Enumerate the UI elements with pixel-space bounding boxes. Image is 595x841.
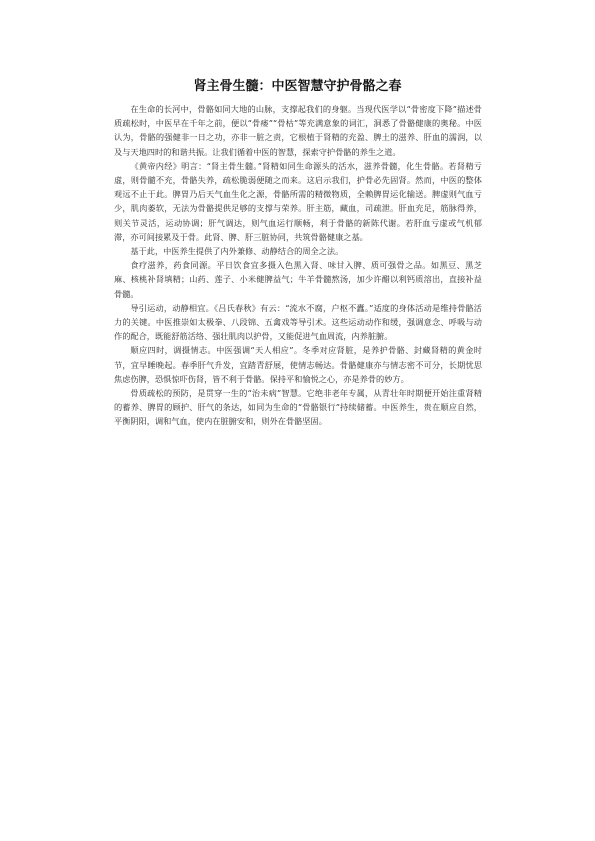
paragraph-exercise: 导引运动，动静相宜。《吕氏春秋》有云：“流水不腐，户枢不蠹。”适度的身体活动是维持骨骼活力的关键。中医推崇如太极拳、八段锦、五禽戏等导引术。这些运动动作和缓，强调意念、呼吸与动作的配合，既能舒筋活络、强壮肌肉以护骨，又能促进气血周流，内养脏腑。 xyxy=(114,302,482,342)
paragraph-diet: 食疗滋养，药食同源。平日饮食宜多摄入色黑入肾、味甘入脾、质可强骨之品。如黑豆、黑芝麻、核桃补肾填精；山药、莲子、小米健脾益气；牛羊骨髓熬汤，加少许醋以利钙质溶出，直接补益骨髓。 xyxy=(114,260,482,299)
document-body xyxy=(114,102,482,429)
document-title: 肾主骨生髓：中医智慧守护骨骼之春 xyxy=(193,79,402,94)
paragraph-seasons-emotions: 顺应四时，调摄情志。中医强调“天人相应”。冬季对应肾脏，是养护骨骼、封藏肾精的黄金时节，宜早睡晚起。春季肝气升发，宜踏青舒展，使情志畅达。骨骼健康亦与情志密不可分，长期忧思焦虑伤脾，恐惧惊吓伤肾，皆不利于骨骼。保持平和愉悦之心，亦是养骨的妙方。 xyxy=(114,345,482,384)
paragraph-methods-intro: 基于此，中医养生提供了内外兼修、动静结合的周全之法。 xyxy=(130,246,344,257)
paragraph-conclusion: 骨质疏松的预防，是贯穿一生的“治未病”智慧。它绝非老年专属，从青壮年时期便开始注重肾精的蓄养、脾胃的顾护、肝气的条达，如同为生命的“骨骼银行”持续储蓄。中医养生，贵在顺应自然，平衡阴阳，调和气血，使内在脏腑安和，则外在骨骼坚固。 xyxy=(114,388,482,427)
paragraph-intro: 在生命的长河中，骨骼如同大地的山脉，支撑起我们的身躯。当现代医学以“骨密度下降”描述骨质疏松时，中医早在千年之前，便以“骨痿”“骨枯”等充满意象的词汇，洞悉了骨骼健康的奥秘。中医认为，骨骼的强健非一日之功，亦非一脏之责，它根植于肾精的充盈、脾土的滋养、肝血的濡润，以及与天地四时的和谐共振。让我们循着中医的智慧，探索守护骨骼的养生之道。 xyxy=(114,104,482,157)
paragraph-kidney-theory: 《黄帝内经》明言：“肾主骨生髓。”肾精如同生命源头的活水，滋养骨髓，化生骨骼。若肾精亏虚，则骨髓不充，骨骼失养，疏松脆弱便随之而来。这启示我们，护骨必先固肾。然而，中医的整体观远不止于此。脾胃乃后天气血生化之源，骨骼所需的精微物质，全赖脾胃运化输送。脾虚则气血亏少，肌肉萎软，无法为骨骼提供足够的支撑与荣养。肝主筋，藏血，司疏泄。肝血充足，筋脉得养，则关节灵活，运动协调；肝气调达，则气血运行顺畅，利于骨骼的新陈代谢。若肝血亏虚或气机郁滞，亦可间接累及于骨。此肾、脾、肝三脏协同，共筑骨骼健康之基。 xyxy=(114,160,482,242)
